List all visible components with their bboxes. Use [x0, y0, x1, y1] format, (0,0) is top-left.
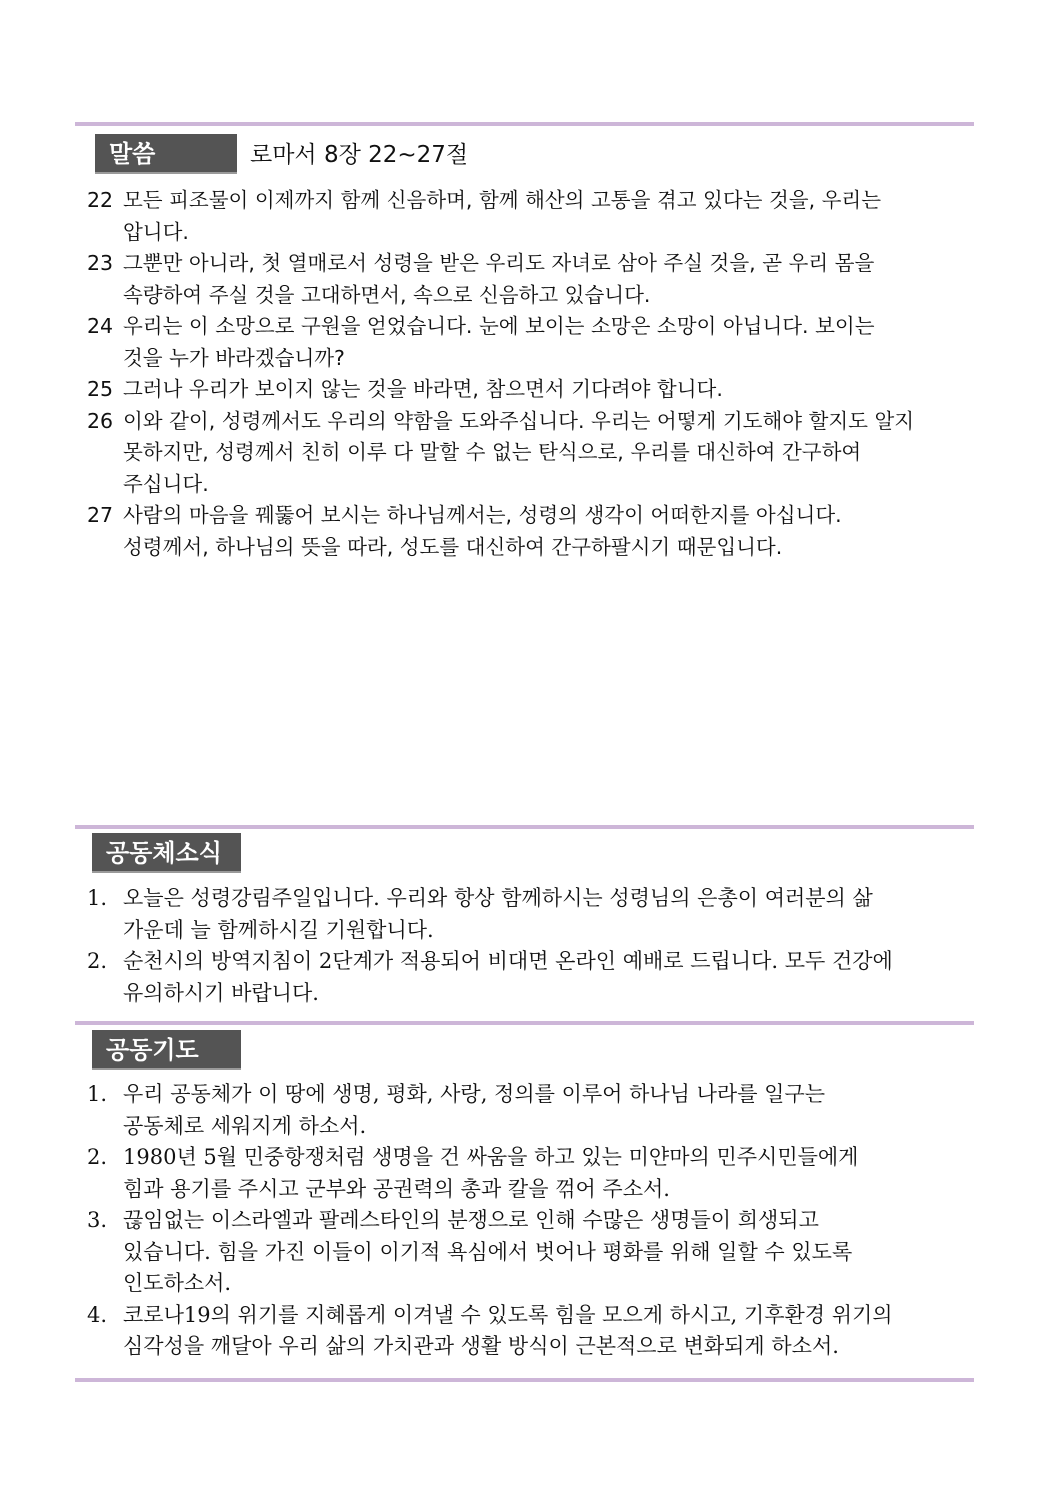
scripture-verse-text-line: 모든 피조물이 이제까지 함께 신음하며, 함께 해산의 고통을 겪고 있다는 것을, 우리는 [123, 188, 882, 212]
prayer-item-text-line: 1980년 5월 민중항쟁처럼 생명을 건 싸움을 하고 있는 미얀마의 민주시민들에게 [123, 1145, 859, 1169]
prayer-item-number: 2. [87, 1145, 108, 1169]
scripture-verse-text-line: 성령께서, 하나님의 뜻을 따라, 성도를 대신하여 간구하팔시기 때문입니다. [123, 534, 783, 559]
scripture-verse-number: 27 [87, 503, 114, 527]
prayer-item-number: 1. [87, 1082, 108, 1106]
scripture-verse-text-line: 사람의 마음을 꿰뚫어 보시는 하나님께서는, 성령의 생각이 어떠한지를 아십니다. [123, 503, 842, 527]
news-item-text-line: 가운데 늘 함께하시길 기원합니다. [123, 917, 434, 942]
scripture-verse-number: 24 [87, 314, 114, 338]
prayer-item-text-line: 있습니다. 힘을 가진 이들이 이기적 욕심에서 벗어나 평화를 위해 일할 수 있도록 [123, 1239, 853, 1264]
news-item-text-line: 순천시의 방역지침이 2단계가 적용되어 비대면 온라인 예배로 드립니다. 모두 건강에 [123, 949, 893, 973]
section-divider-bottom [75, 1378, 974, 1382]
prayer-item-text-line: 끊임없는 이스라엘과 팔레스타인의 분쟁으로 인해 수많은 생명들이 희생되고 [123, 1208, 819, 1232]
scripture-verse-text-line: 주십니다. [123, 471, 209, 496]
section-divider-prayer [75, 1021, 974, 1025]
scripture-verse-number: 22 [87, 188, 114, 212]
scripture-verse [87, 185, 914, 248]
scripture-verse [87, 406, 914, 501]
scripture-verse-number: 26 [87, 408, 114, 433]
prayer-item [87, 1300, 893, 1363]
scripture-verse-text-line: 우리는 이 소망으로 구원을 얻었습니다. 눈에 보이는 소망은 소망이 아닙니다. 보이는 [123, 314, 875, 338]
scripture-verse [87, 311, 914, 374]
section-divider-news [75, 825, 974, 829]
scripture-reference: 로마서 8장 22~27절 [250, 142, 469, 168]
scripture-verse-text-line: 것을 누가 바라겠습니까? [123, 345, 345, 370]
news-item [87, 946, 893, 1009]
news-item-text-line: 유의하시기 바랍니다. [123, 980, 319, 1005]
news-list [87, 883, 893, 1009]
prayer-tag: 공동기도 [92, 1030, 241, 1070]
prayer-item-text-line: 공동체로 세워지게 하소서. [123, 1113, 367, 1138]
scripture-verse [87, 500, 914, 563]
scripture-verse-text-line: 그러나 우리가 보이지 않는 것을 바라면, 참으면서 기다려야 합니다. [123, 377, 723, 401]
prayer-item-number: 3. [87, 1208, 108, 1232]
scripture-verse-list [87, 185, 914, 563]
news-item [87, 883, 893, 946]
scripture-tag: 말씀 [95, 134, 237, 174]
prayer-item-text-line: 인도하소서. [123, 1271, 232, 1295]
news-item-number: 2. [87, 949, 108, 973]
scripture-verse-text-line: 못하지만, 성령께서 친히 이루 다 말할 수 없는 탄식으로, 우리를 대신하여 간구하여 [123, 440, 862, 464]
scripture-verse-text-line: 속량하여 주실 것을 고대하면서, 속으로 신음하고 있습니다. [123, 282, 651, 307]
scripture-verse-text-line: 그뿐만 아니라, 첫 열매로서 성령을 받은 우리도 자녀로 삼아 주실 것을, 곧 우리 몸을 [123, 251, 875, 275]
scripture-verse [87, 248, 914, 311]
prayer-item-number: 4. [87, 1302, 108, 1327]
section-divider-top [75, 122, 974, 126]
scripture-verse-number: 23 [87, 251, 114, 275]
news-item-number: 1. [87, 886, 108, 910]
scripture-verse [87, 374, 914, 406]
prayer-item [87, 1079, 893, 1142]
prayer-item-text-line: 심각성을 깨달아 우리 삶의 가치관과 생활 방식이 근본적으로 변화되게 하소서. [123, 1334, 839, 1358]
prayer-item [87, 1142, 893, 1205]
prayer-list [87, 1079, 893, 1363]
prayer-item [87, 1205, 893, 1300]
news-item-text-line: 오늘은 성령강림주일입니다. 우리와 항상 함께하시는 성령님의 은총이 여러분의 삶 [123, 886, 873, 910]
scripture-verse-text-line: 이와 같이, 성령께서도 우리의 약함을 도와주십니다. 우리는 어떻게 기도해야 할지도 알지 [123, 408, 915, 433]
scripture-verse-text-line: 압니다. [123, 219, 189, 244]
prayer-item-text-line: 코로나19의 위기를 지혜롭게 이겨낼 수 있도록 힘을 모으게 하시고, 기후환경 위기의 [123, 1302, 893, 1327]
prayer-item-text-line: 우리 공동체가 이 땅에 생명, 평화, 사랑, 정의를 이루어 하나님 나라를 일구는 [123, 1082, 826, 1106]
news-tag: 공동체소식 [92, 833, 241, 873]
prayer-item-text-line: 힘과 용기를 주시고 군부와 공권력의 총과 칼을 꺾어 주소서. [123, 1176, 670, 1201]
scripture-verse-number: 25 [87, 377, 114, 401]
